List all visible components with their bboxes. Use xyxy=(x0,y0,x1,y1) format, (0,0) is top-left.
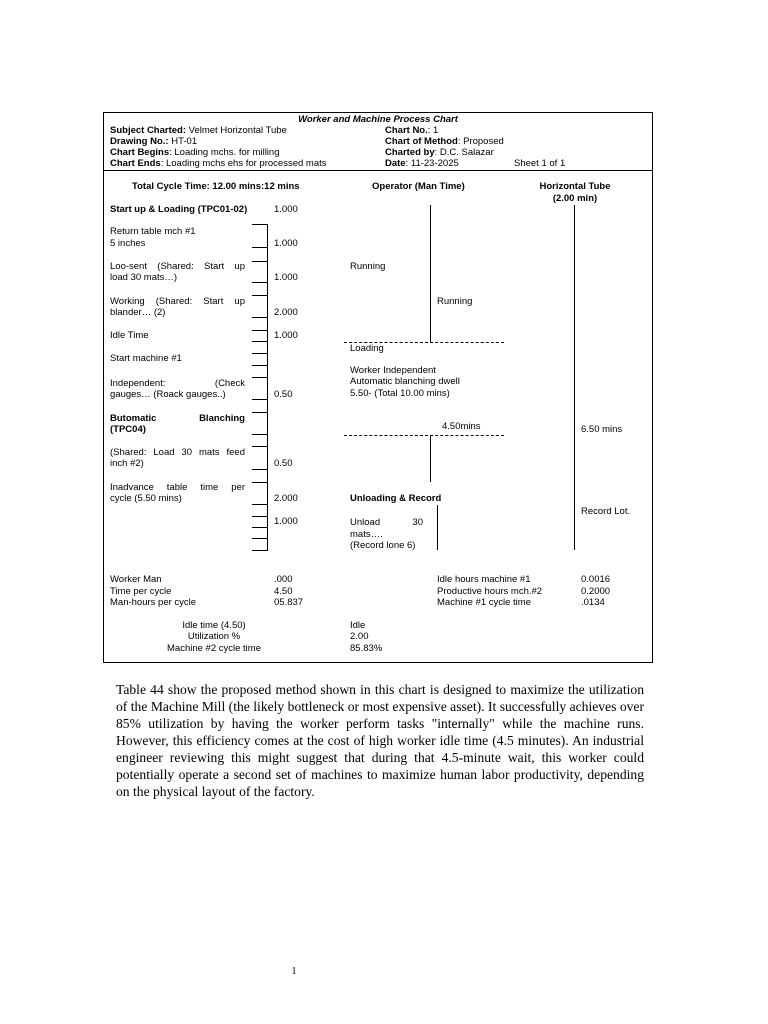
step-label: Working (Shared: Start up xyxy=(110,296,245,307)
summary-value: Idle xyxy=(350,620,366,631)
step-label: (TPC04) xyxy=(110,424,146,435)
chart-method: Chart of Method: Proposed xyxy=(385,136,504,147)
summary-label: Man-hours per cycle xyxy=(110,597,197,608)
operator-timeline-upper xyxy=(430,205,431,342)
operator-note: 4.50mins xyxy=(442,421,481,432)
summary-value: .000 xyxy=(274,574,293,585)
summary-label: Idle time (4.50) xyxy=(182,620,246,631)
machine-note: 6.50 mins xyxy=(581,424,623,435)
process-chart xyxy=(103,112,653,663)
operator-note: Unload 30 xyxy=(350,517,423,528)
step-label: Loo-sent (Shared: Start up xyxy=(110,261,245,272)
timeline-tick xyxy=(252,377,267,378)
step-label: Idle Time xyxy=(110,330,149,341)
step-value: 1.000 xyxy=(274,238,298,249)
timeline-tick xyxy=(252,434,267,435)
summary-value: 4.50 xyxy=(274,586,293,597)
timeline-tick xyxy=(252,341,267,342)
summary-value: 85.83% xyxy=(350,643,383,654)
step-label: blander… (2) xyxy=(110,307,166,318)
summary-value: 2.00 xyxy=(350,631,369,642)
header-divider xyxy=(104,170,652,171)
timeline-tick xyxy=(252,482,267,483)
timeline-tick xyxy=(252,282,267,283)
step-label: inch #2) xyxy=(110,458,144,469)
chart-ends: Chart Ends: Loading mchs ehs for processed mats xyxy=(110,158,327,169)
timeline-tick xyxy=(252,538,267,539)
operator-note: Worker Independent xyxy=(350,365,436,376)
operator-note: (Record lone 6) xyxy=(350,540,416,551)
step-label: Start machine #1 xyxy=(110,353,182,364)
timeline-tick xyxy=(252,295,267,296)
page-number: 1 xyxy=(291,966,297,977)
operator-note: mats…. xyxy=(350,529,383,540)
step-value: 2.000 xyxy=(274,307,298,318)
body-paragraph xyxy=(116,681,644,800)
summary-label: Idle hours machine #1 xyxy=(437,574,531,585)
machine-note: Record Lot. xyxy=(581,506,631,517)
step-label: cycle (5.50 mins) xyxy=(110,493,182,504)
step-value: 1.000 xyxy=(274,204,298,215)
summary-label: Productive hours mch.#2 xyxy=(437,586,543,597)
timeline-tick xyxy=(252,469,267,470)
chart-no: Chart No.: 1 xyxy=(385,125,439,136)
step-value: 1.000 xyxy=(274,272,298,283)
step-value: 1.000 xyxy=(274,330,298,341)
timeline-tick xyxy=(252,365,267,366)
timeline-tick xyxy=(252,504,267,505)
summary-label: Machine #2 cycle time xyxy=(167,643,261,654)
operator-note: Running xyxy=(437,296,473,307)
step-label: load 30 mats…) xyxy=(110,272,178,283)
step-label: Independent: (Check xyxy=(110,378,245,389)
chart-begins: Chart Begins: Loading mchs. for milling xyxy=(110,147,280,158)
timeline-tick xyxy=(252,353,267,354)
step-label: Butomatic Blanching xyxy=(110,413,245,424)
step-label: Start up & Loading (TPC01-02) xyxy=(110,204,248,215)
timeline-tick xyxy=(252,516,267,517)
timeline-tick xyxy=(252,224,267,225)
timeline-tick xyxy=(252,412,267,413)
drawing-no: Drawing No.: HT-01 xyxy=(110,136,198,147)
timeline-tick xyxy=(252,446,267,447)
operator-note: Unloading & Record xyxy=(350,493,442,504)
summary-label: Time per cycle xyxy=(110,586,172,597)
total-cycle-time: Total Cycle Time: 12.00 mins:12 mins xyxy=(132,181,300,192)
operator-divider-dashed xyxy=(344,435,504,436)
step-label: 5 inches xyxy=(110,238,146,249)
timeline-tick xyxy=(252,247,267,248)
step-label: Return table mch #1 xyxy=(110,226,196,237)
step-value: 0.50 xyxy=(274,389,293,400)
step-value: 0.50 xyxy=(274,458,293,469)
sheet-number: Sheet 1 of 1 xyxy=(514,158,566,169)
step-value: 2.000 xyxy=(274,493,298,504)
summary-value: .0134 xyxy=(581,597,605,608)
timeline-tick xyxy=(252,317,267,318)
machine-column-header: Horizontal Tube xyxy=(539,181,611,192)
summary-label: Worker Man xyxy=(110,574,162,585)
timeline-tick xyxy=(252,261,267,262)
summary-value: 0.2000 xyxy=(581,586,611,597)
operator-timeline-lower xyxy=(437,505,438,550)
timeline-tick xyxy=(252,330,267,331)
step-label: gauges… (Roack gauges..) xyxy=(110,389,226,400)
timeline-tick xyxy=(252,550,267,551)
operator-note: Automatic blanching dwell xyxy=(350,376,460,387)
machine-timeline xyxy=(574,205,575,550)
operator-note: 5.50- (Total 10.00 mins) xyxy=(350,388,450,399)
step-value: 1.000 xyxy=(274,516,298,527)
operator-note: Loading xyxy=(350,343,384,354)
paragraph-text: Table 44 show the proposed method shown in this chart is designed to maximize the utilization of the Machine Mill (the likely bottleneck or most expensive asset). It successfully achieves over 85% utilization by having the worker perform tasks "internally" while the machine runs. However, this efficiency comes at the cost of high worker idle time (4.5 minutes). An industrial engineer reviewing this might suggest that during that 4.5-minute wait, this worker could potentially operate a second set of machines to maximize human labor productivity, depending on the physical layout of the factory. xyxy=(116,682,644,799)
step-label: Inadvance table time per xyxy=(110,482,245,493)
timeline-tick xyxy=(252,399,267,400)
summary-label: Utilization % xyxy=(187,631,241,642)
summary-label: Machine #1 cycle time xyxy=(437,597,531,608)
subject-charted: Subject Charted: Velmet Horizontal Tube xyxy=(110,125,287,136)
operator-timeline-middle xyxy=(430,435,431,482)
operator-note: Running xyxy=(350,261,386,272)
timeline-tick xyxy=(252,527,267,528)
machine-column-subheader: (2.00 min) xyxy=(552,193,598,204)
summary-value: 05.837 xyxy=(274,597,304,608)
charted-by: Charted by: D.C. Salazar xyxy=(385,147,494,158)
chart-date: Date: 11-23-2025 xyxy=(385,158,459,169)
step-label: (Shared: Load 30 mats feed xyxy=(110,447,245,458)
chart-title: Worker and Machine Process Chart xyxy=(298,114,458,125)
step-timeline xyxy=(267,224,268,551)
operator-column-header: Operator (Man Time) xyxy=(372,181,465,192)
summary-value: 0.0016 xyxy=(581,574,611,585)
